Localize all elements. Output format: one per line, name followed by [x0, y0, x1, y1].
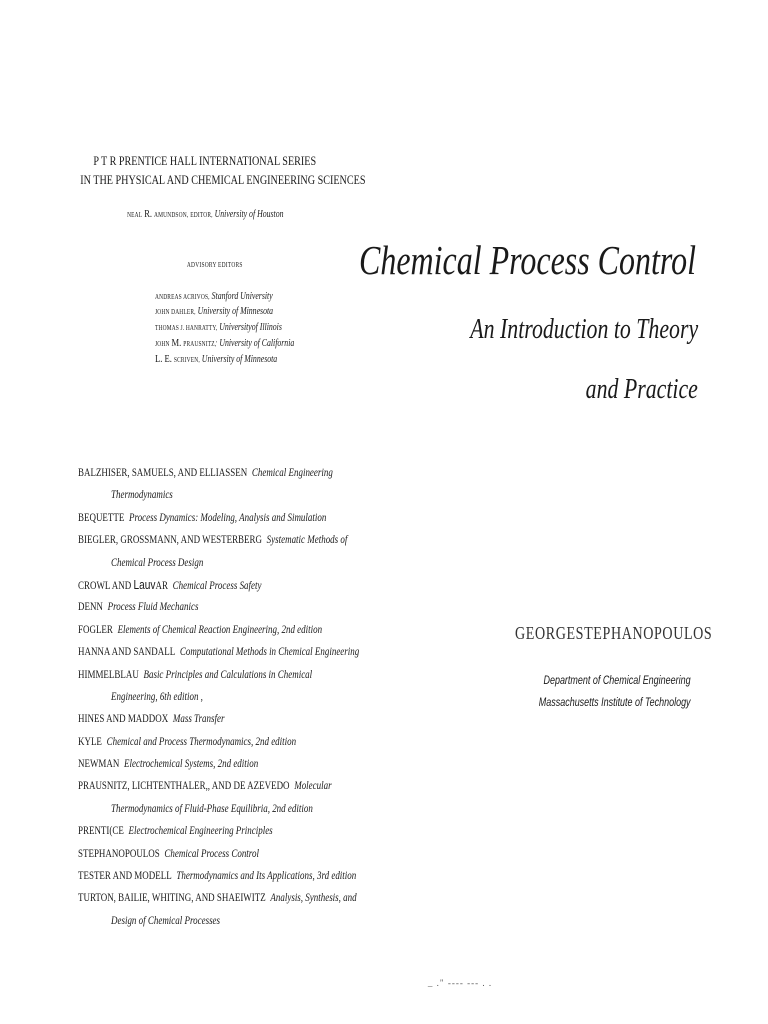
book-entry: BEQUETTE Process Dynamics: Modeling, Analysis and Simulation [78, 511, 327, 524]
book-subtitle-line-1: An Introduction to Theory [470, 314, 698, 345]
book-entry: HANNA AND SANDALL Computational Methods in Chemical Engineering [78, 646, 360, 659]
advisory-editor: L. E. SCRIVEN, University of Minnesota [155, 353, 278, 365]
book-entry-continued: Engineering, 6th edition , [111, 690, 203, 703]
book-entry: STEPHANOPOULOS Chemical Process Control [78, 847, 259, 860]
advisory-editor: JOHN M. PRAUSNITZ,' University of California [155, 337, 295, 349]
author-name: GEORGESTEPHANOPOULOS [515, 623, 713, 643]
book-entry: TURTON, BAILIE, WHITING, AND SHAEIWITZ Analysis, Synthesis, and [78, 892, 357, 905]
series-editor: NEAL R. AMUNDSON, EDITOR, University of Houston [126, 208, 284, 220]
series-book-list [78, 462, 408, 932]
book-entry: DENN Process Fluid Mechanics [78, 601, 199, 614]
book-entry: PRENTI(CE Electrochemical Engineering Principles [78, 825, 273, 838]
book-entry-continued: Design of Chemical Processes [111, 914, 221, 927]
advisory-editors-heading: ADVISORY EDITORS [187, 261, 243, 269]
book-entry: HIMMELBLAU Basic Principles and Calculations in Chemical [78, 668, 313, 681]
series-title-line-1: P T R PRENTICE HALL INTERNATIONAL SERIES [93, 153, 317, 168]
book-entry: BALZHISER, SAMUELS, AND ELLIASSEN Chemical Engineering [78, 467, 333, 479]
book-entry: KYLE Chemical and Process Thermodynamics, 2nd edition [78, 735, 297, 748]
book-subtitle-line-2: and Practice [585, 374, 698, 405]
advisory-editor: ANDREAS ACRIVOS, Stanford University [155, 291, 273, 302]
book-title: Chemical Process Control [359, 237, 696, 283]
book-entry-continued: Thermodynamics [111, 489, 173, 502]
book-entry: TESTER AND MODELL Thermodynamics and Its Applications, 3rd edition [78, 870, 357, 883]
book-entry: BIEGLER, GROSSMANN, AND WESTERBERG Systematic Methods of [78, 534, 348, 547]
footer-artifact: _ ." ---- --- . . [427, 978, 493, 988]
advisory-editor: JOHN DAHLER, University of Minnesota [155, 306, 274, 317]
book-entry: FOGLER Elements of Chemical Reaction Engineering, 2nd edition [78, 623, 323, 636]
advisory-editor: THOMAS J. HANRATTY, Universityof Illinois [155, 322, 282, 333]
series-title-line-2: IN THE PHYSICAL AND CHEMICAL ENGINEERING SCIENCES [80, 172, 366, 187]
book-entry: PRAUSNITZ, LICHTENTHALER,, AND DE AZEVEDO Molecular [78, 780, 332, 793]
book-entry: NEWMAN Electrochemical Systems, 2nd edition [78, 758, 259, 771]
book-entry-continued: Chemical Process Design [111, 556, 204, 569]
book-entry-continued: Thermodynamics of Fluid-Phase Equilibria, 2nd edition [111, 802, 313, 815]
book-entry: CROWL AND LauvAR Chemical Process Safety [78, 576, 262, 592]
author-institution: Massachusetts Institute of Technology [539, 697, 691, 709]
book-entry: HINES AND MADDOX Mass Transfer [78, 713, 225, 726]
author-department: Department of Chemical Engineering [543, 675, 691, 687]
